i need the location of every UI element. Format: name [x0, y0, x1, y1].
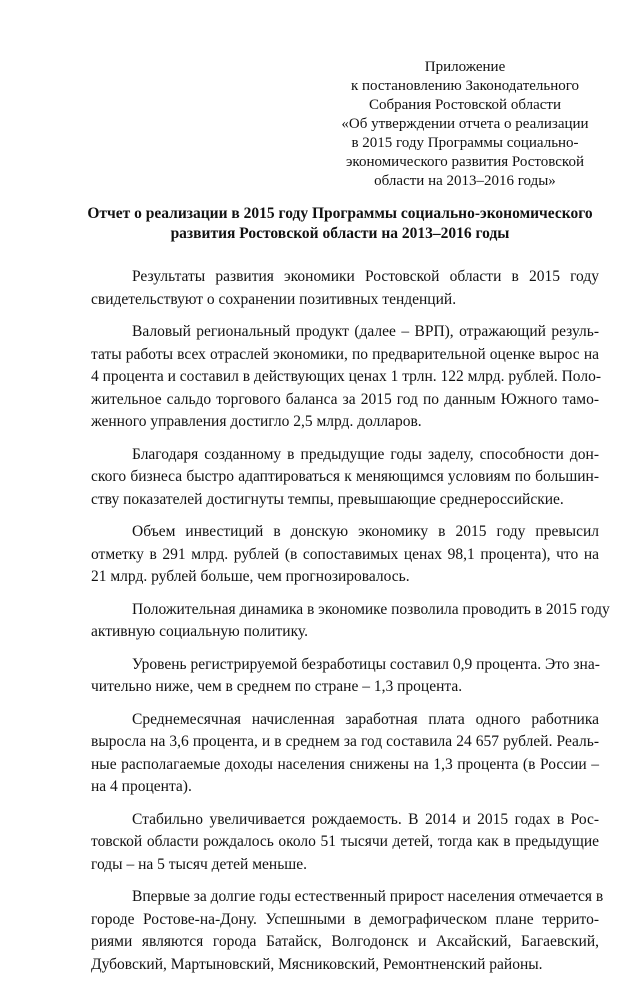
paragraph: [91, 809, 599, 877]
text-line: Уровень регистрируемой безработицы составил 0,9 процента. Это зна-: [132, 655, 600, 673]
paragraph: [91, 266, 599, 311]
text-line: Валовый региональный продукт (далее – ВРП), отражающий резуль-: [132, 323, 599, 340]
text-line: ского бизнеса быстро адаптироваться к меняющимся условиям по большин-: [91, 468, 599, 485]
paragraph: [91, 321, 599, 434]
appendix-line: к постановлению Законодательного: [350, 78, 580, 94]
paragraph: [91, 444, 599, 512]
text-line: жительное сальдо торгового баланса за 2015 год по данным Южного тамо-: [91, 390, 599, 408]
text-line: 4 процента и составил в действующих ценах 1 трлн. 122 млрд. рублей. Поло-: [91, 368, 601, 385]
text-line: Благодаря созданному в предыдущие годы заделу, способности дон-: [132, 445, 599, 463]
text-line: на 4 процента).: [91, 778, 192, 795]
paragraph: [91, 599, 610, 644]
text-line: женного управления достигло 2,5 млрд. долларов.: [91, 413, 422, 430]
appendix-line: области на 2013–2016 годы»: [374, 173, 556, 189]
text-line: активную социальную политику.: [91, 623, 308, 640]
text-line: Впервые за долгие годы естественный прирост населения отмечается в: [132, 888, 604, 905]
text-line: Среднемесячная начисленная заработная плата одного работника: [132, 710, 599, 728]
text-line: Положительная динамика в экономике позволила проводить в 2015 году: [132, 600, 610, 618]
appendix-line: в 2015 году Программы социально-: [351, 135, 579, 151]
text-line: таты работы всех отраслей экономики, по предварительной оценке вырос на: [91, 345, 599, 363]
text-line: ству показателей достигнуты темпы, превышающие среднероссийские.: [91, 490, 564, 508]
text-line: отметку в 291 млрд. рублей (в сопоставимых ценах 98,1 процента), что на: [91, 545, 599, 563]
text-line: риями являются города Батайск, Волгодонск и Аксайский, Багаевский,: [91, 933, 599, 950]
text-line: Дубовский, Мартыновский, Мясниковский, Ремонтненский районы.: [91, 955, 543, 973]
text-line: свидетельствуют о сохранении позитивных тенденций.: [91, 290, 457, 308]
appendix-header: [330, 58, 600, 191]
document-body: [91, 266, 610, 986]
paragraph: [91, 654, 599, 699]
text-line: 21 млрд. рублей больше, чем прогнозировалось.: [91, 568, 410, 585]
title-line: развития Ростовской области на 2013–2016 годы: [170, 225, 510, 242]
paragraph: [91, 886, 604, 976]
text-line: товской области рождалось около 51 тысячи детей, тогда как в предыдущие: [91, 833, 599, 850]
text-line: чительно ниже, чем в среднем по стране – 1,3 процента.: [91, 678, 463, 695]
text-line: ные располагаемые доходы населения снижены на 1,3 процента (в России –: [91, 755, 599, 773]
text-line: выросла на 3,6 процента, и в среднем за год составила 24 657 рублей. Реаль-: [91, 733, 599, 750]
text-line: Объем инвестиций в донскую экономику в 2015 году превысил: [132, 523, 599, 540]
document-title: [80, 204, 600, 244]
paragraph: [91, 521, 599, 589]
text-line: Стабильно увеличивается рождаемость. В 2014 и 2015 годах в Рос-: [132, 810, 599, 828]
text-line: годы – на 5 тысяч детей меньше.: [91, 855, 307, 873]
title-line: Отчет о реализации в 2015 году Программы социально-экономического: [87, 205, 593, 222]
appendix-line: Приложение: [424, 59, 506, 75]
appendix-line: экономического развития Ростовской: [345, 154, 584, 170]
appendix-line: «Об утверждении отчета о реализации: [341, 116, 589, 132]
text-line: Результаты развития экономики Ростовской области в 2015 году: [132, 268, 599, 285]
paragraph: [91, 709, 599, 799]
appendix-line: Собрания Ростовской области: [369, 97, 561, 113]
text-line: городе Ростове-на-Дону. Успешными в демографическом плане террито-: [91, 910, 599, 928]
